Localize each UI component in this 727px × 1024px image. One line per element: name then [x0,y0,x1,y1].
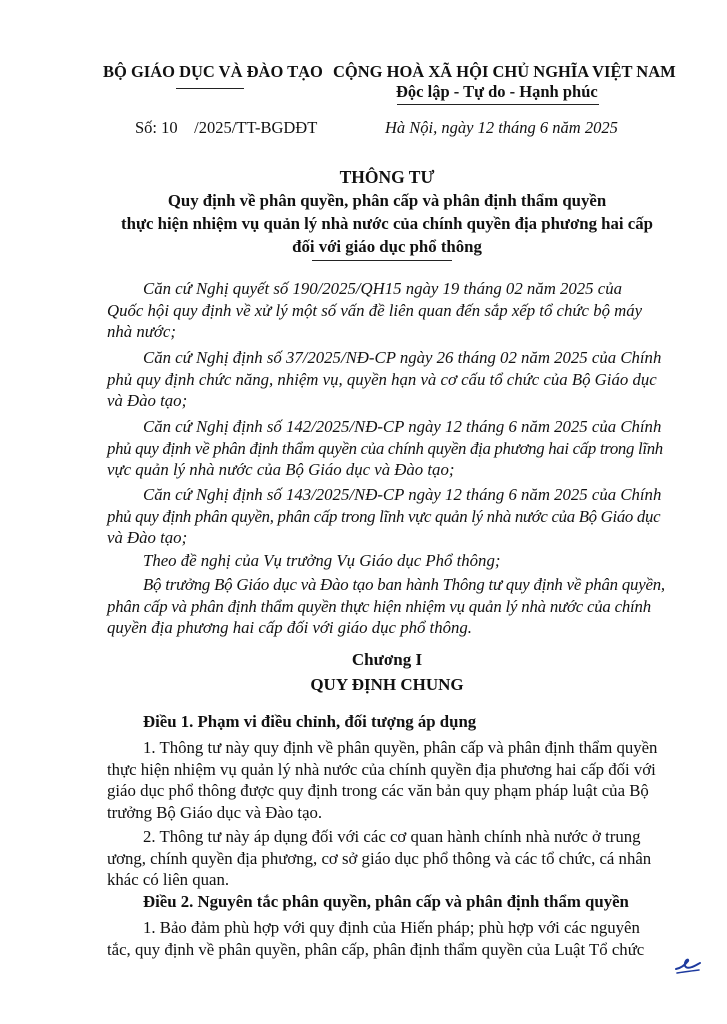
article-1-clause-2: 2. Thông tư này áp dụng đối với các cơ quan hành chính nhà nước ở trung ương, chính quyền địa phương, cơ sở giáo dục phổ thông và các tổ chức, cá nhân khác có liên quan. [107,827,652,889]
title-line-1: Quy định về phân quyền, phân cấp và phân định thẩm quyền [167,191,607,210]
national-motto: Độc lập - Tự do - Hạnh phúc [396,82,598,101]
chapter-name: QUY ĐỊNH CHUNG [310,675,464,694]
place-date: Hà Nội, ngày 12 tháng 6 năm 2025 [385,118,618,137]
ministry-name: BỘ GIÁO DỤC VÀ ĐÀO TẠO [103,62,323,81]
doc-type: THÔNG TƯ [339,167,435,187]
motto-underline [397,104,599,105]
chapter-number: Chương I [351,650,423,669]
preamble-paragraph-4: Căn cứ Nghị định số 143/2025/NĐ-CP ngày 12 tháng 6 năm 2025 của Chính phủ quy định phân quyền, phân cấp trong lĩnh vực quản lý nhà nước của Bộ Giáo dục và Đào tạo; [107,485,662,547]
article-2-heading: Điều 2. Nguyên tắc phân quyền, phân cấp và phân định thẩm quyền [143,892,629,911]
document-number: Số: 10 /2025/TT-BGDĐT [135,118,318,137]
title-underline [312,260,452,261]
preamble-paragraph-5: Theo đề nghị của Vụ trưởng Vụ Giáo dục Phổ thông; [143,551,501,570]
republic-name: CỘNG HOÀ XÃ HỘI CHỦ NGHĨA VIỆT NAM [333,62,676,81]
preamble-paragraph-6: Bộ trưởng Bộ Giáo dục và Đào tạo ban hành Thông tư quy định về phân quyền, phân cấp và phân định thẩm quyền thực hiện nhiệm vụ quản lý nhà nước của chính quyền địa phương hai cấp đối với giáo dục phổ thông. [107,575,665,637]
ministry-underline [176,88,244,89]
article-1-clause-1: 1. Thông tư này quy định về phân quyền, phân cấp và phân định thẩm quyền thực hiện nhiệm vụ quản lý nhà nước của chính quyền địa phương hai cấp đối với giáo dục phổ thông được quy định trong các văn bản quy phạm pháp luật của Bộ trưởng Bộ Giáo dục và Đào tạo. [107,738,658,822]
preamble-paragraph-3: Căn cứ Nghị định số 142/2025/NĐ-CP ngày 12 tháng 6 năm 2025 của Chính phủ quy định về phân định thẩm quyền của chính quyền địa phương hai cấp trong lĩnh vực quản lý nhà nước của Bộ Giáo dục và Đào tạo; [107,417,663,479]
title-line-3: đối với giáo dục phổ thông [292,237,482,256]
preamble-paragraph-2: Căn cứ Nghị định số 37/2025/NĐ-CP ngày 26 tháng 02 năm 2025 của Chính phủ quy định chức năng, nhiệm vụ, quyền hạn và cơ cấu tổ chức của Bộ Giáo dục và Đào tạo; [107,348,662,410]
preamble-paragraph-1: Căn cứ Nghị quyết số 190/2025/QH15 ngày 19 tháng 02 năm 2025 của Quốc hội quy định về xử lý một số vấn đề liên quan đến sắp xếp tổ chức bộ máy nhà nước; [107,279,643,341]
initial-signature-mark [673,955,703,977]
article-2-clause-1: 1. Bảo đảm phù hợp với quy định của Hiến pháp; phù hợp với các nguyên tắc, quy định về phân quyền, phân cấp, phân định thẩm quyền của Luật Tổ chức [107,918,645,959]
title-line-2: thực hiện nhiệm vụ quản lý nhà nước của chính quyền địa phương hai cấp [121,214,653,233]
article-1-heading: Điều 1. Phạm vi điều chỉnh, đối tượng áp dụng [143,712,477,731]
